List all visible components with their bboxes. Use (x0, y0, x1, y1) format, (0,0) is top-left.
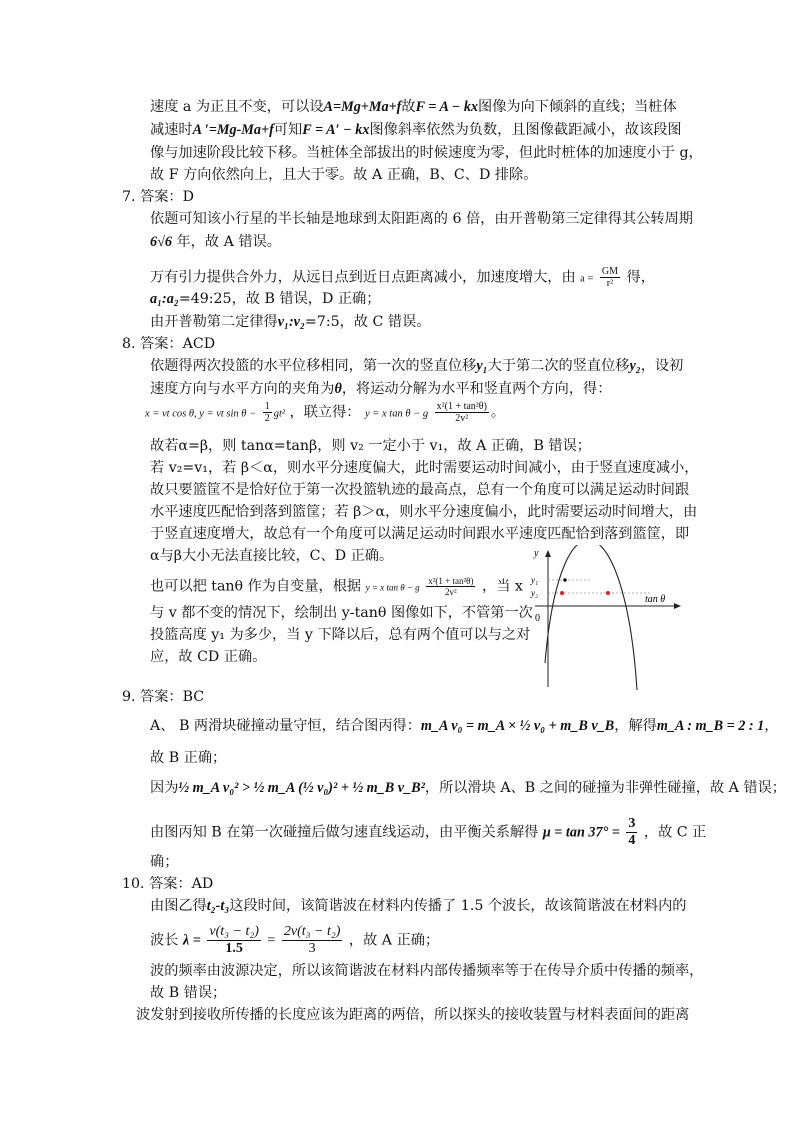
q7-line-1: 依题可知该小行星的半长轴是地球到太阳距离的 6 倍，由开普勒第三定律得其公转周期 (150, 211, 693, 227)
q9-line-1 (150, 717, 778, 735)
formula: y = x tan θ − g (365, 582, 420, 593)
q8-line-4: 故若α=β，则 tanα=tanβ，则 v₂ 一定小于 v₁，故 A 正确，B 错误； (150, 438, 591, 454)
formula: y = x tan θ − g (365, 408, 429, 420)
numerator: GM (601, 266, 619, 277)
q6-line-2 (150, 121, 682, 139)
q10-line-4: 故 B 错误； (150, 985, 227, 1001)
denominator: 4 (628, 833, 636, 848)
denominator: 2v² (426, 586, 475, 597)
trajectory-curve (545, 545, 637, 690)
x-axis-label: tan θ (645, 594, 666, 605)
q8-line-11: 与 v 都不变的情况下，绘制出 y-tanθ 图像如下，不管第一次 (150, 605, 533, 621)
q9-answer-title: 9. 答案：BC (122, 689, 205, 705)
text: ，解得 (614, 718, 657, 734)
x-axis-arrow (674, 603, 681, 609)
formula: F = A − kx (415, 99, 479, 115)
denominator: 3 (282, 940, 343, 957)
q7-line-2 (150, 233, 281, 251)
formula: m_A v₀ = m_A × ½ v₀ + m_B v_B (420, 718, 615, 734)
denominator: 1.5 (207, 940, 261, 957)
q10-line-3: 波的频率由波源决定，所以该简谐波在材料内部传播频率等于在传导介质中传播的频率， (150, 963, 704, 979)
q7-line-5 (150, 313, 430, 331)
q8-line-13: 应，故 CD 正确。 (150, 649, 267, 665)
q9-line-2: 故 B 正确； (150, 750, 227, 766)
text: =7:5，故 C 错误。 (304, 314, 431, 330)
q8-line-8: 于竖直速度增大，故总有一个角度可以满足运动时间跟水平速度匹配恰到落到篮筐，即 (150, 526, 690, 542)
formula: m_A : m_B = 2 : 1 (656, 718, 765, 734)
formula: ½ m_A v₀² > ½ m_A (½ v₀)² + ½ m_B v_B² (178, 780, 425, 796)
q6-line-4: 故 F 方向依然向上，且大于零。故 A 正确，B、C、D 排除。 (150, 167, 538, 183)
q8-line-10 (150, 576, 523, 597)
fraction-wavelength-1 (207, 924, 261, 957)
text: ，故 A 正确； (348, 932, 440, 949)
y-axis-label: y (534, 548, 539, 559)
text: 万有引力提供合外力，从远日点到近日点距离减小，加速度增大，由 (150, 269, 576, 286)
formula: v₁:v₂ (277, 314, 305, 330)
q9-line-3 (150, 779, 786, 797)
formula: F = A′ − kx (302, 122, 370, 138)
q8-line-7: 水平速度匹配恰到落到篮筐；若 β＞α，则水平分速度偏小，此时需要运动时间增大，由 (150, 504, 698, 520)
text: 也可以把 tanθ 作为自变量，根据 (150, 578, 362, 595)
formula: 6√6 (150, 234, 172, 250)
fraction-half (263, 401, 272, 424)
text: ，当 x (482, 578, 523, 595)
q10-line-5: 波发射到接收所传播的长度应该为距离的两倍，所以探头的接收装置与材料表面间的距离 (136, 1007, 690, 1023)
formula: A ′=Mg-Ma+f (192, 122, 274, 138)
q8-line-2 (150, 380, 611, 398)
text: 依题得两次投篮的水平位移相同，第一次的竖直位移 (150, 358, 477, 374)
text: 由图丙知 B 在第一次碰撞后做匀速直线运动，由平衡关系解得 (150, 824, 539, 841)
q8-line-5: 若 v₂=v₁，若 β＜α，则水平分速度偏大，此时需要运动时间减小，由于竖直速度减小， (150, 460, 699, 476)
y-axis-arrow (545, 550, 551, 557)
q8-line-6: 故只要篮筐不是恰好位于第一次投篮轨迹的最高点，总有一个角度可以满足运动时间跟 (150, 482, 690, 498)
text: ， (764, 718, 779, 734)
text: 这段时间，该简谐波在材料内传播了 1.5 个波长，故该简谐波在材料内的 (229, 898, 687, 914)
fraction-gm-r2 (600, 266, 620, 289)
q8-line-9: α与β大小无法直接比较，C、D 正确。 (150, 548, 394, 564)
q6-line-1 (150, 98, 677, 116)
q10-answer-title: 10. 答案：AD (122, 876, 214, 892)
point-y1 (563, 578, 567, 582)
q8-line-1 (150, 357, 683, 375)
point-y2-left (560, 591, 564, 595)
formula: θ (334, 381, 342, 397)
text: ，联立得： (289, 404, 361, 421)
formula: a₁:a₂ (150, 291, 179, 307)
equals-sign: = (267, 932, 276, 949)
formula: t₂-t₃ (206, 898, 230, 914)
text: 减速时 (150, 122, 193, 138)
q8-line-3-formulas (145, 401, 505, 424)
q9-line-5: 确； (150, 854, 179, 870)
formula: y₁ (476, 358, 488, 374)
text: 图像斜率依然为负数，且图像截距减小，故该段图 (369, 122, 682, 138)
text: 图像为向下倾斜的直线；当桩体 (478, 99, 677, 115)
text: =49:25，故 B 错误，D 正确； (178, 291, 381, 307)
text: 速度 a 为正且不变，可以设 (150, 99, 324, 115)
formula: a = (580, 273, 594, 285)
fraction-trajectory-small (426, 576, 475, 597)
numerator: 2v(t₃ − t₂) (283, 924, 341, 939)
text: 得， (626, 269, 655, 286)
q9-line-4 (150, 816, 706, 849)
text: 速度方向与水平方向的夹角为 (150, 381, 335, 397)
text: ，设初 (640, 358, 684, 374)
y1-label: y₁ (531, 575, 539, 585)
q7-line-3 (150, 266, 655, 289)
formula: x = vt cos θ, y = vt sin θ − (145, 408, 257, 420)
numerator: 3 (628, 816, 636, 831)
formula: μ = tan 37° = (542, 824, 620, 841)
text: 。 (490, 404, 506, 421)
fraction-wavelength-2 (282, 924, 343, 957)
q10-line-2 (150, 924, 439, 957)
q7-answer-title: 7. 答案：D (122, 189, 194, 205)
text: 年，故 A 错误。 (171, 234, 281, 250)
denominator: r² (600, 277, 620, 289)
denominator: 2 (264, 413, 270, 424)
text: ，所以滑块 A、B 之间的碰撞为非弹性碰撞，故 A 错误； (424, 780, 786, 796)
denominator: 2v² (435, 412, 489, 424)
fraction-three-quarters (626, 816, 637, 849)
fraction-trajectory (435, 401, 489, 424)
text: 故 (401, 99, 416, 115)
numerator: 1 (264, 401, 270, 412)
formula: λ = (182, 932, 201, 949)
text: 大于第二次的竖直位移 (487, 358, 630, 374)
formula: A=Mg+Ma+f (323, 99, 402, 115)
y-tantheta-graph (515, 545, 690, 695)
y2-label: y₂ (531, 588, 539, 598)
text: A、 B 两滑块碰撞动量守恒，结合图丙得： (150, 718, 421, 734)
formula: y₂ (629, 358, 641, 374)
q10-line-1 (150, 897, 687, 915)
text: 可知 (273, 122, 303, 138)
numerator: x²(1 + tan²θ) (436, 401, 487, 412)
text: 由图乙得 (150, 898, 207, 914)
q8-answer-title: 8. 答案：ACD (122, 336, 216, 352)
text: 波长 (150, 932, 179, 949)
text: ，故 C 正 (643, 824, 707, 841)
origin-label: 0 (535, 613, 540, 624)
numerator: x²(1 + tan²θ) (428, 576, 474, 586)
q7-line-4 (150, 290, 380, 308)
numerator: v(t₃ − t₂) (209, 924, 259, 939)
point-y2-right (606, 591, 610, 595)
text: ，将运动分解为水平和竖直两个方向，得： (341, 381, 612, 397)
text: 由开普勒第二定律得 (150, 314, 278, 330)
q6-line-3: 像与加速阶段比较下移。当桩体全部拔出的时候速度为零，但此时桩体的加速度小于 g， (150, 145, 703, 161)
formula: gt² (273, 408, 286, 420)
text: 因为 (150, 780, 179, 796)
q8-line-12: 投篮高度 y₁ 为多少，当 y 下降以后，总有两个值可以与之对 (150, 627, 531, 643)
